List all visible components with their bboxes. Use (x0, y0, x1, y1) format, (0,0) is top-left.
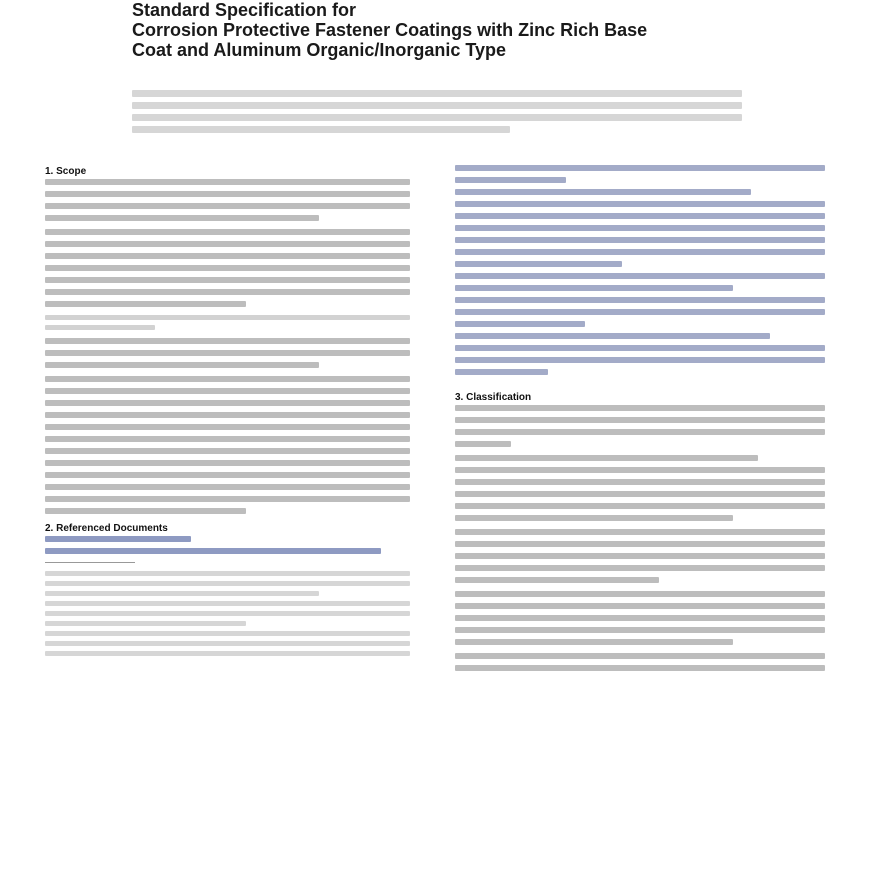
right-column (455, 165, 825, 679)
paragraph (455, 455, 825, 521)
reference-list (45, 536, 410, 554)
paragraph (45, 229, 410, 307)
footnotes (45, 571, 410, 656)
reference-item (455, 189, 825, 195)
section-heading-referenced-documents: 2. Referenced Documents (45, 523, 168, 534)
paragraph (45, 338, 410, 368)
left-column (45, 165, 410, 661)
designation-note (132, 90, 742, 138)
note (45, 315, 410, 330)
reference-item (455, 249, 825, 267)
document-title-line-2: Corrosion Protective Fastener Coatings with Zinc Rich Base (132, 20, 648, 40)
reference-item (455, 345, 825, 375)
title-block (132, 0, 742, 60)
section-heading-scope: 1. Scope (45, 166, 87, 177)
paragraph (455, 653, 825, 671)
reference-item (455, 165, 825, 183)
reference-item (455, 273, 825, 291)
reference-item (455, 297, 825, 327)
paragraph (455, 529, 825, 583)
paragraph (45, 376, 410, 514)
reference-item (455, 201, 825, 243)
paragraph (45, 179, 410, 221)
paragraph (455, 405, 825, 447)
paragraph (455, 591, 825, 645)
document-title-line-1: Standard Specification for (132, 0, 357, 20)
reference-item (455, 333, 825, 339)
section-heading-classification: 3. Classification (455, 392, 532, 403)
footnote-divider (45, 562, 135, 563)
document-title-line-3: Coat and Aluminum Organic/Inorganic Type (132, 40, 507, 60)
